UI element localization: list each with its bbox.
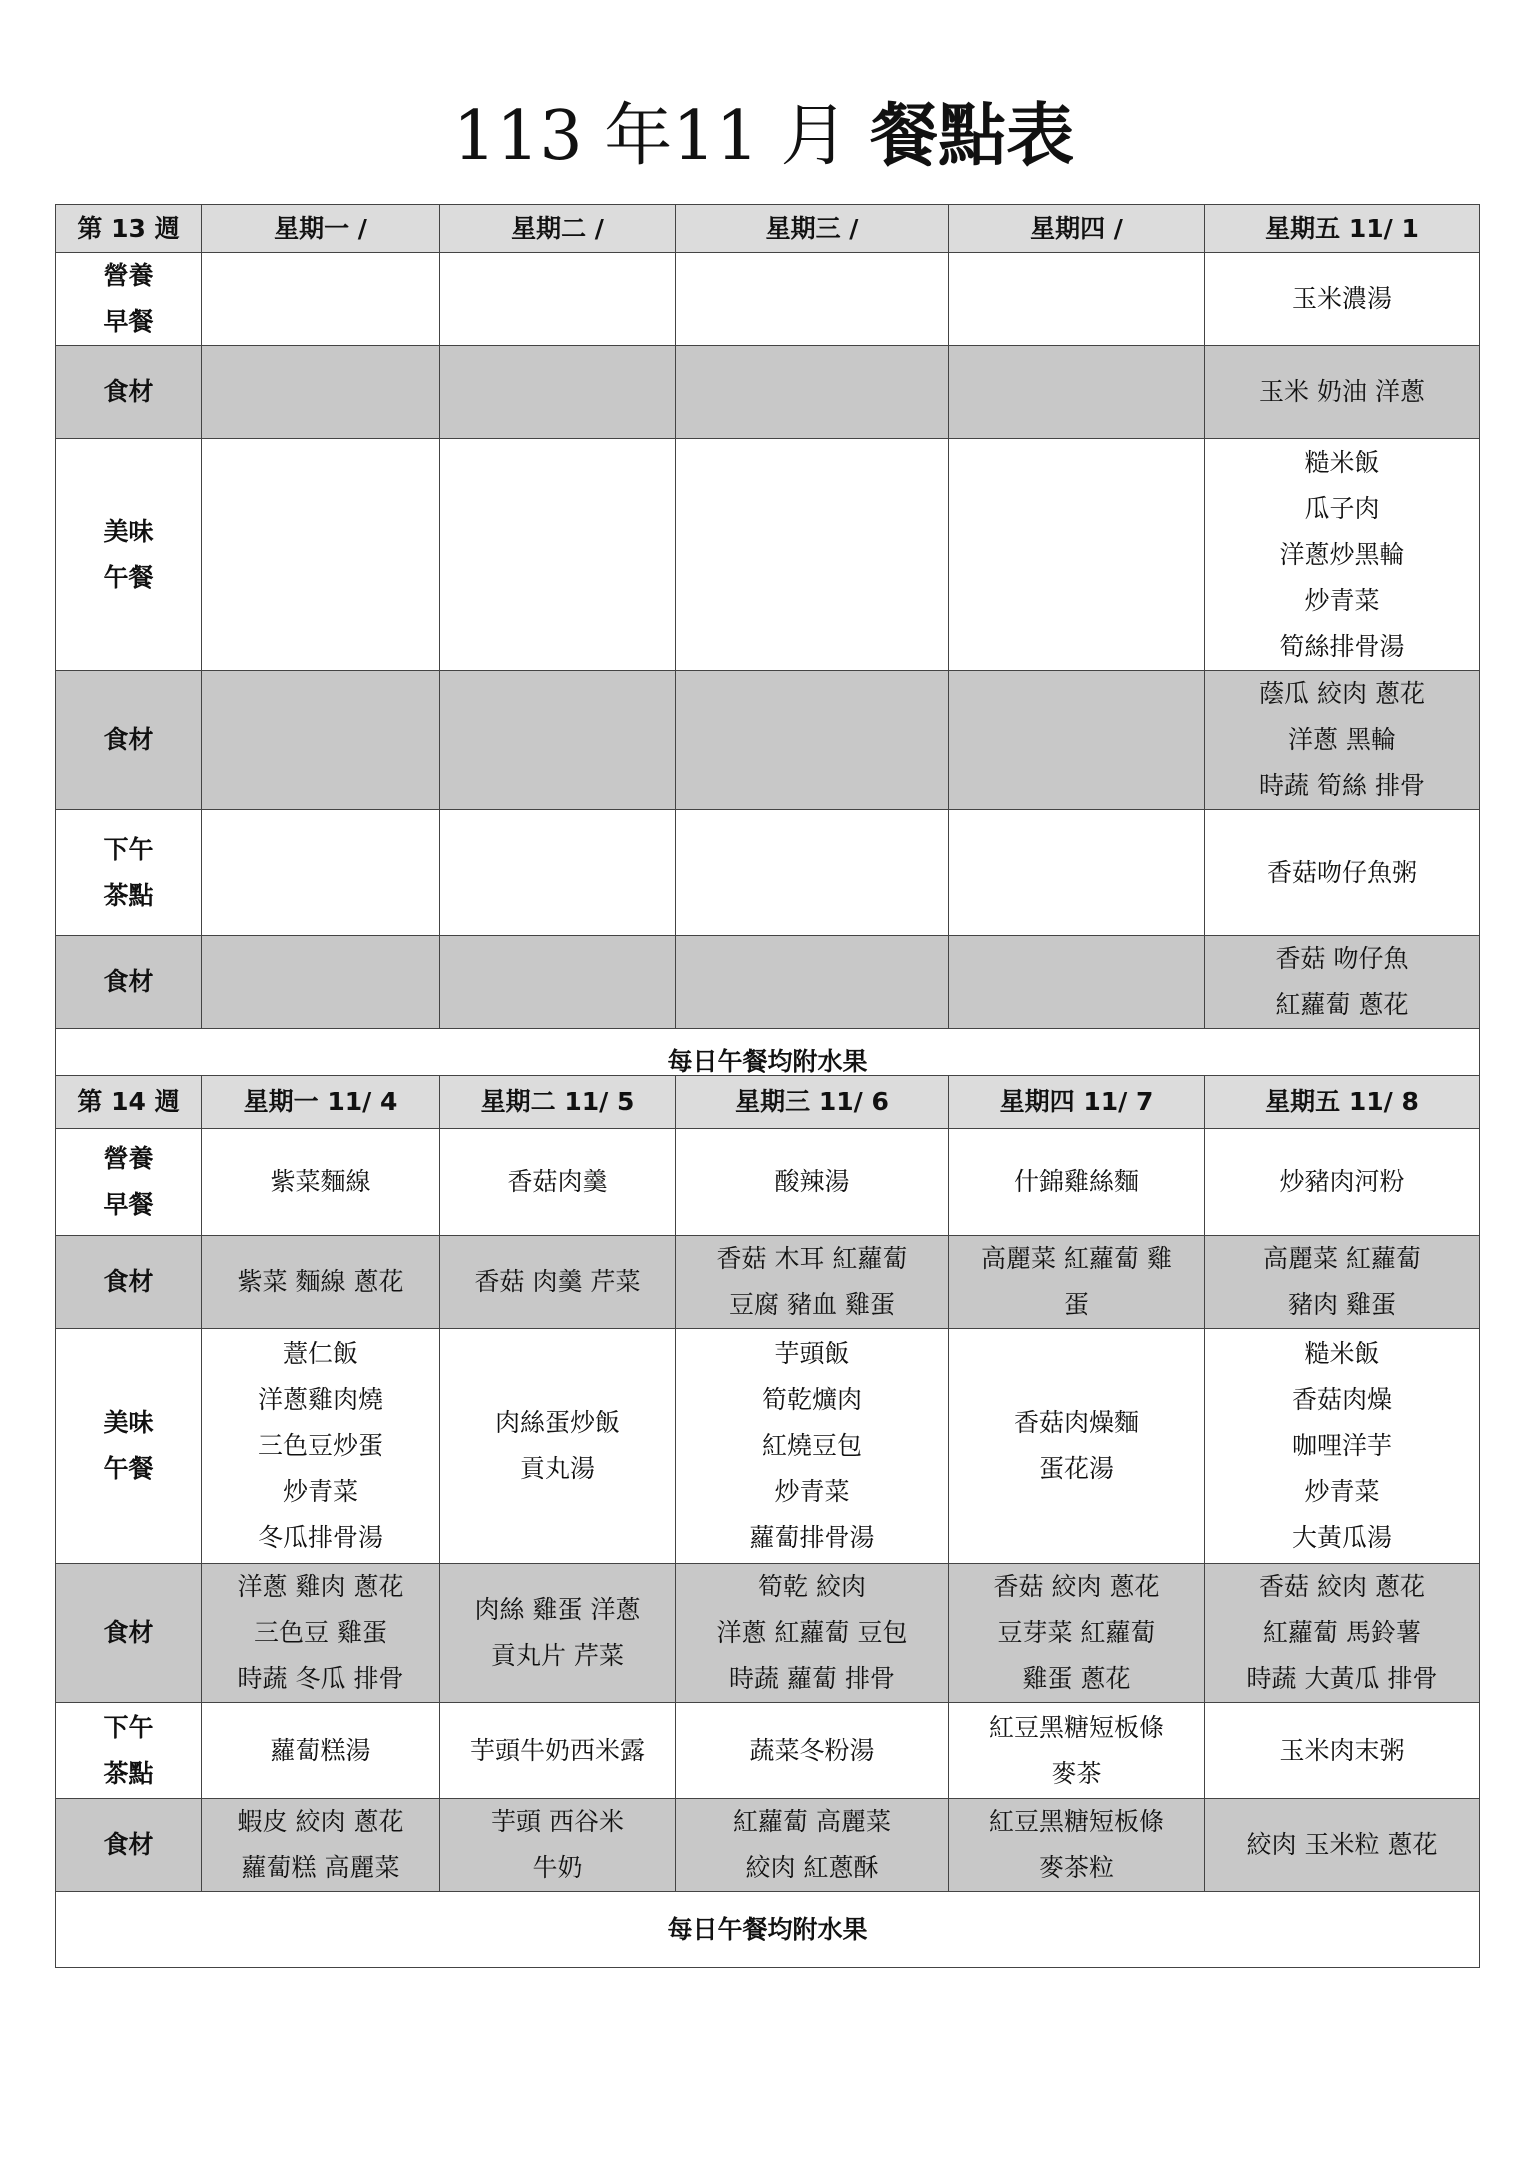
lunch-ingredients-row xyxy=(56,1564,1480,1703)
week-label: 第 14 週 xyxy=(56,1076,202,1129)
row-label-lunch: 美味 午餐 xyxy=(56,439,202,671)
title-year-unit: 年 xyxy=(604,97,673,176)
week-13-header-row xyxy=(56,205,1480,253)
cell-line: 紅豆黑糖短板條 xyxy=(988,1712,1164,1742)
cell-line: 洋蔥炒黑輪 xyxy=(1279,539,1405,569)
cell-line: 糙米飯 xyxy=(1304,447,1380,477)
menu-cell xyxy=(440,253,676,346)
menu-cell xyxy=(949,810,1205,936)
menu-cell xyxy=(202,1129,440,1236)
cell-line: 洋蔥 紅蘿蔔 豆包 xyxy=(716,1618,908,1647)
cell-line: 洋蔥 黑輪 xyxy=(1288,725,1396,754)
ingredients-cell xyxy=(440,1236,676,1329)
row-label-lunch: 美味 午餐 xyxy=(56,1329,202,1564)
cell-line: 豬肉 雞蛋 xyxy=(1288,1290,1396,1319)
menu-cell xyxy=(676,1129,949,1236)
menu-cell xyxy=(1205,253,1480,346)
day-header: 星期五 11/ 8 xyxy=(1205,1076,1480,1129)
breakfast-ingredients-row xyxy=(56,346,1480,439)
week-label: 第 13 週 xyxy=(56,205,202,253)
ingredients-cell xyxy=(440,346,676,439)
title-year: 113 xyxy=(452,97,583,176)
menu-cell xyxy=(440,1129,676,1236)
cell-line: 炒青菜 xyxy=(1304,1477,1380,1506)
cell-line: 時蔬 大黃瓜 排骨 xyxy=(1246,1664,1438,1693)
day-header: 星期三 / xyxy=(676,205,949,253)
cell-line: 香菇吻仔魚粥 xyxy=(1266,857,1417,887)
row-label-breakfast: 營養 早餐 xyxy=(56,1129,202,1236)
cell-line: 芋頭 西谷米 xyxy=(491,1807,624,1836)
cell-line: 芋頭牛奶西米露 xyxy=(469,1735,645,1765)
row-label-breakfast: 營養 早餐 xyxy=(56,253,202,346)
cell-line: 時蔬 筍絲 排骨 xyxy=(1259,771,1425,800)
cell-line: 薏仁飯 xyxy=(282,1339,358,1368)
ingredients-cell xyxy=(1205,671,1480,810)
menu-cell xyxy=(202,439,440,671)
menu-cell xyxy=(202,253,440,346)
cell-line: 絞肉 玉米粒 蔥花 xyxy=(1246,1830,1438,1859)
cell-line: 紅燒豆包 xyxy=(761,1431,862,1460)
day-header: 星期三 11/ 6 xyxy=(676,1076,949,1129)
cell-line: 雞蛋 蔥花 xyxy=(1022,1664,1131,1693)
cell-line: 香菇 肉羹 芹菜 xyxy=(474,1267,641,1296)
title-month-unit: 月 xyxy=(780,97,849,176)
menu-cell xyxy=(1205,1703,1480,1799)
cell-line: 蘿蔔排骨湯 xyxy=(749,1523,875,1552)
week-14-menu-table xyxy=(55,1075,1480,1968)
snack-ingredients-row xyxy=(56,1799,1480,1892)
row-label-snack: 下午 茶點 xyxy=(56,1703,202,1799)
cell-line: 豆芽菜 紅蘿蔔 xyxy=(997,1618,1156,1647)
cell-line: 紅豆黑糖短板條 xyxy=(988,1807,1164,1836)
fruit-note-row xyxy=(56,1892,1480,1968)
cell-line: 炒青菜 xyxy=(1304,585,1380,615)
row-label-ingredients: 食材 xyxy=(56,936,202,1029)
ingredients-cell xyxy=(949,1564,1205,1703)
menu-cell xyxy=(440,1329,676,1564)
menu-cell xyxy=(1205,439,1480,671)
ingredients-cell xyxy=(676,671,949,810)
cell-line: 瓜子肉 xyxy=(1304,493,1380,523)
row-label-ingredients: 食材 xyxy=(56,1799,202,1892)
ingredients-cell xyxy=(676,936,949,1029)
cell-line: 時蔬 蘿蔔 排骨 xyxy=(729,1664,895,1693)
cell-line: 時蔬 冬瓜 排骨 xyxy=(237,1664,404,1693)
menu-cell xyxy=(440,810,676,936)
menu-cell xyxy=(949,439,1205,671)
cell-line: 紅蘿蔔 馬鈴薯 xyxy=(1263,1618,1421,1647)
snack-ingredients-row xyxy=(56,936,1480,1029)
ingredients-cell xyxy=(676,1799,949,1892)
cell-line: 筍乾 絞肉 xyxy=(758,1572,866,1601)
cell-line: 什錦雞絲麵 xyxy=(1013,1167,1139,1196)
cell-line: 肉絲 雞蛋 洋蔥 xyxy=(474,1595,641,1624)
ingredients-cell xyxy=(949,346,1205,439)
menu-cell xyxy=(202,1703,440,1799)
ingredients-cell xyxy=(440,1799,676,1892)
menu-cell xyxy=(949,1329,1205,1564)
cell-line: 紫菜 麵線 蔥花 xyxy=(237,1267,404,1296)
cell-line: 蘿蔔糕湯 xyxy=(270,1735,371,1765)
cell-line: 香菇肉羹 xyxy=(507,1167,608,1196)
ingredients-cell xyxy=(676,1236,949,1329)
menu-cell xyxy=(440,439,676,671)
ingredients-cell xyxy=(202,1236,440,1329)
lunch-row xyxy=(56,439,1480,671)
cell-line: 酸辣湯 xyxy=(774,1167,850,1196)
cell-line: 蔬菜冬粉湯 xyxy=(749,1735,875,1765)
day-header: 星期二 11/ 5 xyxy=(440,1076,676,1129)
cell-line: 蝦皮 絞肉 蔥花 xyxy=(237,1807,404,1836)
fruit-note: 每日午餐均附水果 xyxy=(56,1892,1480,1968)
menu-cell xyxy=(949,1129,1205,1236)
cell-line: 香菇 木耳 紅蘿蔔 xyxy=(716,1244,908,1273)
week-13-menu-table xyxy=(55,204,1480,1095)
menu-cell xyxy=(1205,810,1480,936)
snack-row xyxy=(56,1703,1480,1799)
cell-line: 玉米 奶油 洋蔥 xyxy=(1259,377,1425,406)
ingredients-cell xyxy=(202,346,440,439)
day-header: 星期二 / xyxy=(440,205,676,253)
day-header: 星期一 11/ 4 xyxy=(202,1076,440,1129)
ingredients-cell xyxy=(202,671,440,810)
title-month: 11 xyxy=(672,97,759,176)
cell-line: 香菇 絞肉 蔥花 xyxy=(993,1572,1160,1601)
menu-cell xyxy=(1205,1329,1480,1564)
cell-line: 麥茶 xyxy=(1051,1758,1102,1788)
cell-line: 蛋 xyxy=(1063,1290,1089,1319)
breakfast-ingredients-row xyxy=(56,1236,1480,1329)
menu-cell xyxy=(949,253,1205,346)
ingredients-cell xyxy=(949,671,1205,810)
fruit-note: 每日午餐均附水果 xyxy=(56,1029,1480,1095)
cell-line: 玉米肉末粥 xyxy=(1279,1735,1405,1765)
day-header: 星期四 11/ 7 xyxy=(949,1076,1205,1129)
lunch-row xyxy=(56,1329,1480,1564)
cell-line: 紅蘿蔔 蔥花 xyxy=(1275,990,1409,1019)
cell-line: 紅蘿蔔 高麗菜 xyxy=(733,1807,891,1836)
cell-line: 蔭瓜 絞肉 蔥花 xyxy=(1259,679,1425,708)
menu-cell xyxy=(202,810,440,936)
cell-line: 炒青菜 xyxy=(774,1477,850,1506)
cell-line: 牛奶 xyxy=(532,1853,583,1882)
cell-line: 筍絲排骨湯 xyxy=(1279,631,1405,661)
menu-cell xyxy=(676,1703,949,1799)
menu-cell xyxy=(440,1703,676,1799)
ingredients-cell xyxy=(1205,1564,1480,1703)
ingredients-cell xyxy=(440,1564,676,1703)
cell-line: 三色豆炒蛋 xyxy=(257,1431,383,1460)
cell-line: 香菇 絞肉 蔥花 xyxy=(1259,1572,1425,1601)
cell-line: 香菇肉燥 xyxy=(1291,1385,1392,1414)
cell-line: 貢丸湯 xyxy=(519,1454,595,1483)
breakfast-row xyxy=(56,253,1480,346)
cell-line: 三色豆 雞蛋 xyxy=(254,1618,387,1647)
ingredients-cell xyxy=(202,1799,440,1892)
cell-line: 大黃瓜湯 xyxy=(1291,1523,1392,1552)
row-label-ingredients: 食材 xyxy=(56,1564,202,1703)
cell-line: 麥茶粒 xyxy=(1038,1853,1114,1882)
week-14-header-row xyxy=(56,1076,1480,1129)
menu-cell xyxy=(676,810,949,936)
cell-line: 香菇 吻仔魚 xyxy=(1275,944,1409,973)
lunch-ingredients-row xyxy=(56,671,1480,810)
ingredients-cell xyxy=(202,1564,440,1703)
cell-line: 芋頭飯 xyxy=(774,1339,850,1368)
ingredients-cell xyxy=(1205,1236,1480,1329)
cell-line: 洋蔥雞肉燒 xyxy=(257,1385,383,1414)
menu-cell xyxy=(676,439,949,671)
cell-line: 蘿蔔糕 高麗菜 xyxy=(241,1853,400,1882)
menu-cell xyxy=(676,1329,949,1564)
cell-line: 洋蔥 雞肉 蔥花 xyxy=(237,1572,404,1601)
snack-row xyxy=(56,810,1480,936)
menu-cell xyxy=(676,253,949,346)
menu-cell xyxy=(949,1703,1205,1799)
cell-line: 高麗菜 紅蘿蔔 xyxy=(1263,1244,1421,1273)
cell-line: 玉米濃湯 xyxy=(1291,284,1392,313)
row-label-ingredients: 食材 xyxy=(56,1236,202,1329)
cell-line: 香菇肉燥麵 xyxy=(1013,1408,1139,1437)
ingredients-cell xyxy=(1205,346,1480,439)
cell-line: 紫菜麵線 xyxy=(270,1167,371,1196)
row-label-ingredients: 食材 xyxy=(56,671,202,810)
cell-line: 絞肉 紅蔥酥 xyxy=(745,1853,879,1882)
ingredients-cell xyxy=(1205,936,1480,1029)
menu-cell xyxy=(202,1329,440,1564)
cell-line: 咖哩洋芋 xyxy=(1291,1431,1392,1460)
cell-line: 炒青菜 xyxy=(282,1477,358,1506)
cell-line: 糙米飯 xyxy=(1304,1339,1380,1368)
ingredients-cell xyxy=(949,1236,1205,1329)
ingredients-cell xyxy=(1205,1799,1480,1892)
ingredients-cell xyxy=(949,936,1205,1029)
ingredients-cell xyxy=(949,1799,1205,1892)
ingredients-cell xyxy=(202,936,440,1029)
cell-line: 炒豬肉河粉 xyxy=(1279,1167,1405,1196)
ingredients-cell xyxy=(440,936,676,1029)
row-label-ingredients: 食材 xyxy=(56,346,202,439)
day-header: 星期五 11/ 1 xyxy=(1205,205,1480,253)
row-label-snack: 下午 茶點 xyxy=(56,810,202,936)
cell-line: 冬瓜排骨湯 xyxy=(257,1523,383,1552)
day-header: 星期一 / xyxy=(202,205,440,253)
title-name: 餐點表 xyxy=(870,97,1075,176)
cell-line: 貢丸片 芹菜 xyxy=(491,1641,624,1670)
cell-line: 蛋花湯 xyxy=(1038,1454,1114,1483)
page-title xyxy=(0,92,1527,182)
day-header: 星期四 / xyxy=(949,205,1205,253)
ingredients-cell xyxy=(440,671,676,810)
cell-line: 肉絲蛋炒飯 xyxy=(494,1408,620,1437)
ingredients-cell xyxy=(676,346,949,439)
ingredients-cell xyxy=(676,1564,949,1703)
cell-line: 筍乾爌肉 xyxy=(761,1385,862,1414)
breakfast-row xyxy=(56,1129,1480,1236)
cell-line: 豆腐 豬血 雞蛋 xyxy=(729,1290,895,1319)
menu-cell xyxy=(1205,1129,1480,1236)
cell-line: 高麗菜 紅蘿蔔 雞 xyxy=(981,1244,1172,1273)
